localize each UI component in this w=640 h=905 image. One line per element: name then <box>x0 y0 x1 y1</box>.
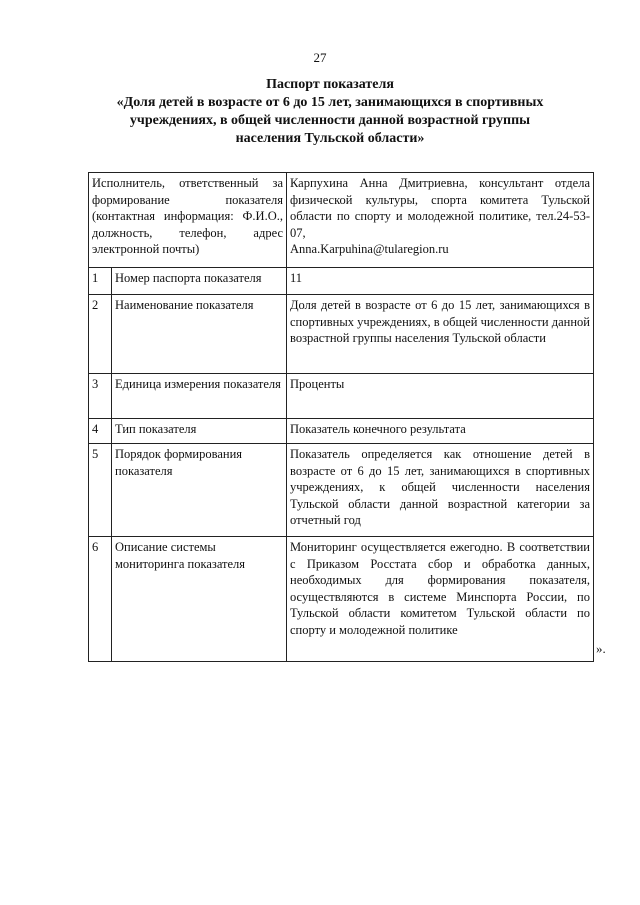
table-row-responsible <box>89 173 594 268</box>
row-value: 11 <box>287 268 594 295</box>
row-number: 4 <box>89 419 112 444</box>
responsible-contact: Карпухина Анна Дмитриевна, консультант отдела физической культуры, спорта комитета Тульской области по спорту и молодежной политике, тел.24-53-07, <box>290 176 590 240</box>
title-line-3: учреждениях, в общей численности данной возрастной группы <box>129 113 531 128</box>
row-label: Единица измерения показателя <box>112 374 287 419</box>
row-number: 1 <box>89 268 112 295</box>
table-row <box>89 444 594 537</box>
row-value: Показатель конечного результата <box>287 419 594 444</box>
row-number: 6 <box>89 537 112 662</box>
table-row <box>89 419 594 444</box>
row-value: Показатель определяется как отношение детей в возрасте от 6 до 15 лет, занимающихся в спортивных учреждениях, к общей численности населения Тульской области данной возрастной категории за отчетный год <box>287 444 594 537</box>
page-number: 27 <box>313 50 327 65</box>
document-title <box>60 76 600 148</box>
responsible-label: Исполнитель, ответственный за формирование показателя (контактная информация: Ф.И.О., должность, телефон, адрес электронной почты) <box>89 173 287 268</box>
row-label: Тип показателя <box>112 419 287 444</box>
row-value: Мониторинг осуществляется ежегодно. В соответствии с Приказом Росстата сбор и обработка данных, необходимых для формирования показателя, осуществляются в системе Минспорта России, по Тульской области комитетом Тульской области по спорту и молодежной политике <box>287 537 594 662</box>
row-label: Наименование показателя <box>112 295 287 374</box>
row-number: 2 <box>89 295 112 374</box>
row-label: Номер паспорта показателя <box>112 268 287 295</box>
table-row <box>89 295 594 374</box>
row-number: 5 <box>89 444 112 537</box>
row-label: Описание системы мониторинга показателя <box>112 537 287 662</box>
table-row <box>89 374 594 419</box>
row-number: 3 <box>89 374 112 419</box>
table-row <box>89 537 594 662</box>
closing-quote-mark: ». <box>596 641 606 656</box>
title-line-4: населения Тульской области» <box>235 131 425 146</box>
responsible-value <box>287 173 594 268</box>
row-value: Проценты <box>287 374 594 419</box>
row-label: Порядок формирования показателя <box>112 444 287 537</box>
title-line-2: «Доля детей в возрасте от 6 до 15 лет, занимающихся в спортивных <box>116 95 544 110</box>
indicator-passport-table <box>88 172 594 662</box>
row-value: Доля детей в возрасте от 6 до 15 лет, занимающихся в спортивных учреждениях, в общей численности данной возрастной группы населения Тульской области <box>287 295 594 374</box>
title-line-1: Паспорт показателя <box>266 77 394 92</box>
table-row <box>89 268 594 295</box>
responsible-email: Anna.Karpuhina@tularegion.ru <box>290 242 449 256</box>
